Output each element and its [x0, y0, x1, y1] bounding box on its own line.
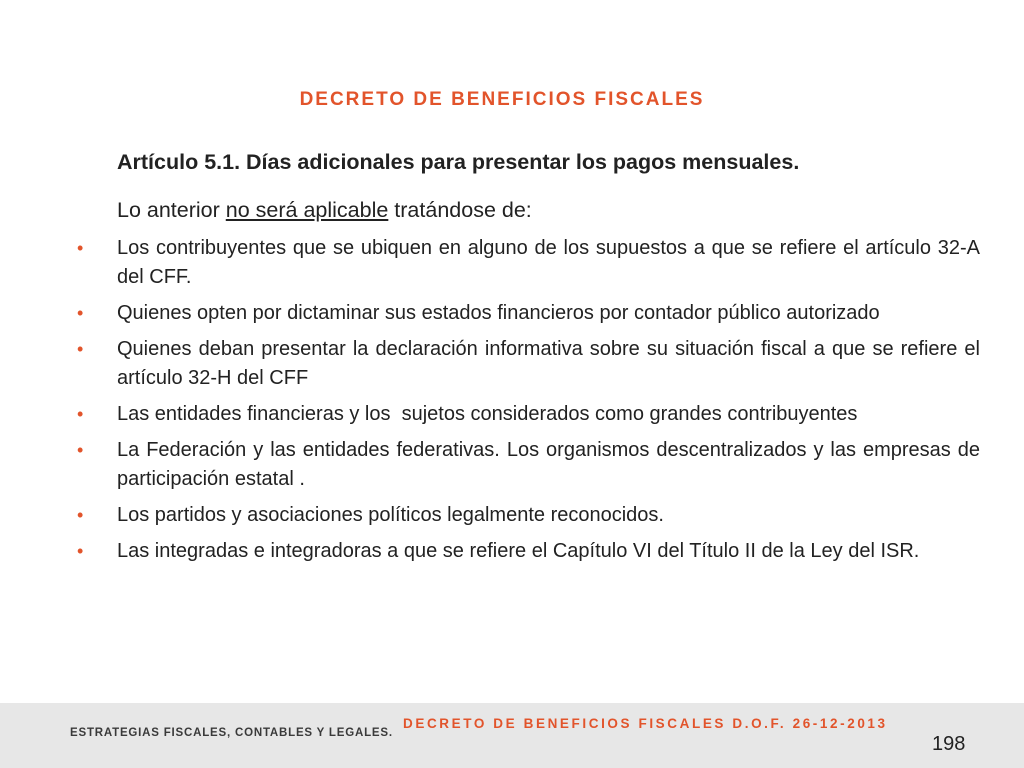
list-item-text: Quienes deban presentar la declaración informativa sobre su situación fiscal a que se refiere el artículo 32-H del CFF — [117, 338, 980, 389]
intro-after: tratándose de: — [388, 198, 532, 222]
list-item-text: Las integradas e integradoras a que se refiere el Capítulo VI del Título II de la Ley del ISR. — [117, 540, 920, 562]
intro-underlined: no será aplicable — [225, 198, 389, 222]
intro-before: Lo anterior — [117, 198, 226, 222]
list-item-text: Los contribuyentes que se ubiquen en alguno de los supuestos a que se refiere el artículo 32-A del CFF. — [117, 237, 980, 288]
list-item — [74, 501, 980, 530]
footer-decree-reference: DECRETO DE BENEFICIOS FISCALES D.O.F. 26-12-2013 — [403, 716, 888, 731]
list-item-text: Las entidades financieras y los sujetos considerados como grandes contribuyentes — [117, 403, 858, 425]
exclusions-list — [74, 234, 980, 573]
list-item — [74, 335, 980, 393]
bullet-icon: • — [77, 339, 84, 359]
list-item — [74, 234, 980, 292]
article-title: Artículo 5.1. Días adicionales para presentar los pagos mensuales. — [117, 150, 800, 174]
slide-header-title: DECRETO DE BENEFICIOS FISCALES — [299, 89, 705, 110]
bullet-icon: • — [77, 303, 84, 323]
bullet-icon: • — [77, 238, 84, 258]
list-item-text: La Federación y las entidades federativas. Los organismos descentralizados y las empresas de participación estatal . — [117, 439, 980, 490]
list-item-text: Quienes opten por dictaminar sus estados financieros por contador público autorizado — [117, 302, 880, 324]
list-item — [74, 299, 980, 328]
list-item — [74, 537, 980, 566]
list-item-text: Los partidos y asociaciones políticos legalmente reconocidos. — [117, 504, 664, 526]
footer-tagline: ESTRATEGIAS FISCALES, CONTABLES Y LEGALES. — [70, 727, 393, 739]
list-item — [74, 436, 980, 494]
bullet-icon: • — [77, 505, 84, 525]
page-number: 198 — [932, 733, 966, 755]
list-item — [74, 400, 980, 429]
bullet-icon: • — [77, 404, 84, 424]
bullet-icon: • — [77, 440, 84, 460]
bullet-icon: • — [77, 541, 84, 561]
intro-text — [117, 198, 532, 223]
